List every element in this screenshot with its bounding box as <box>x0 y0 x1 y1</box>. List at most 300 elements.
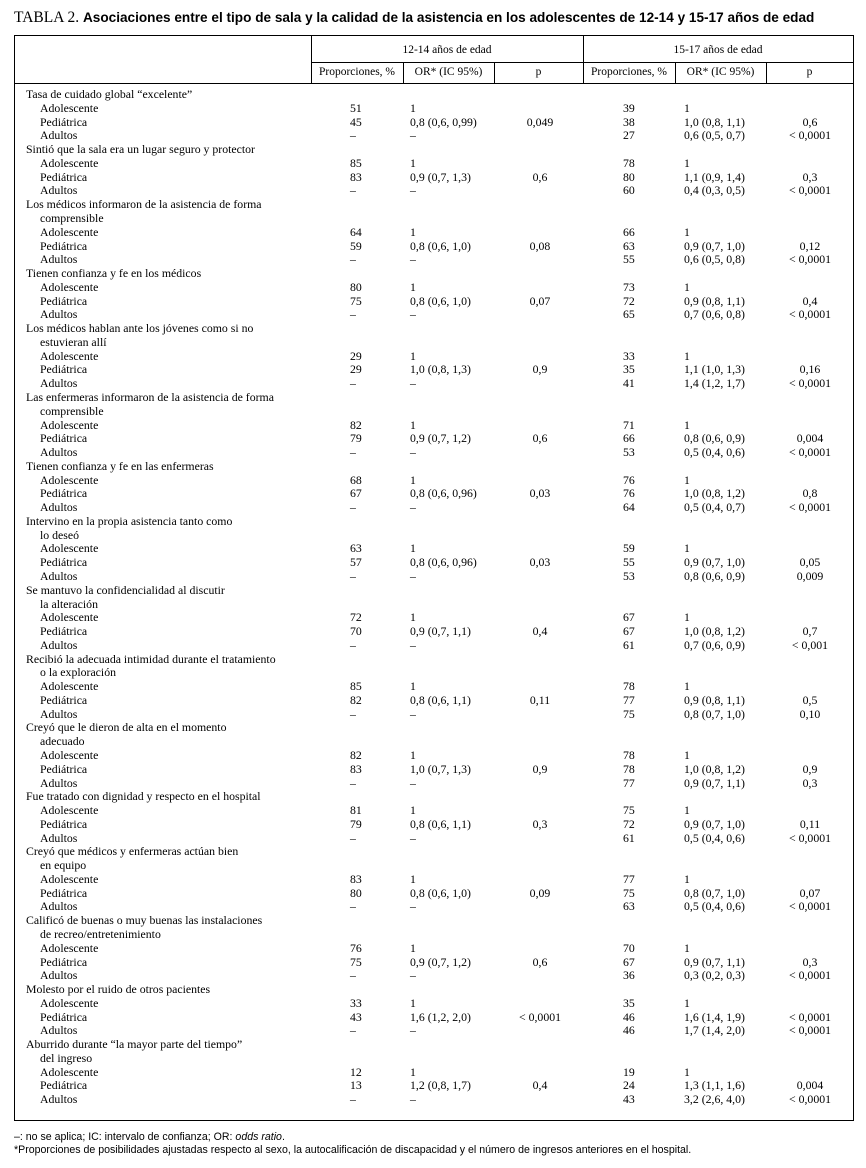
p-value-15-17-cell: < 0,0001 <box>788 899 832 914</box>
section-label: comprensible <box>40 403 104 418</box>
p-value-15-17-cell: 0,8 <box>802 486 818 501</box>
or-ci-12-14-cell: 0,9 (0,7, 1,2) <box>410 431 471 446</box>
or-ci-12-14-cell: 1 <box>410 224 416 239</box>
footnote-abbr-end: . <box>281 1131 285 1143</box>
proportion-15-17-cell: 75 <box>623 885 635 900</box>
or-ci-12-14-cell: 1 <box>410 279 416 294</box>
or-ci-15-17-cell: 3,2 (2,6, 4,0) <box>684 1092 745 1107</box>
p-value-15-17-cell: < 0,0001 <box>788 500 832 515</box>
p-value-15-17-cell: 0,5 <box>802 692 818 707</box>
proportion-15-17-cell: 19 <box>623 1064 635 1079</box>
proportion-12-14-cell: – <box>350 376 356 391</box>
row-label: Pediátrica <box>40 1078 88 1093</box>
row-label: Adultos <box>40 637 78 652</box>
or-ci-15-17-cell: 1,0 (0,8, 1,1) <box>684 114 745 129</box>
proportion-15-17-cell: 38 <box>623 114 635 129</box>
row-label: Adolescente <box>40 417 99 432</box>
proportion-12-14-cell: 72 <box>350 610 362 625</box>
p-value-15-17-cell: 0,3 <box>802 775 818 790</box>
row-label: Adolescente <box>40 679 99 694</box>
row-label: Pediátrica <box>40 885 88 900</box>
p-value-15-17-cell: < 0,0001 <box>788 445 832 459</box>
or-ci-12-14-cell: 0,8 (0,6, 0,96) <box>410 486 477 501</box>
proportion-15-17-cell: 67 <box>623 954 635 969</box>
or-ci-12-14-cell: – <box>410 445 416 459</box>
or-ci-15-17-cell: 1,0 (0,8, 1,2) <box>684 486 745 501</box>
p-value-15-17-cell: < 0,0001 <box>788 1023 832 1038</box>
section-label: o la exploración <box>40 665 116 680</box>
proportion-12-14-cell: 51 <box>350 100 362 115</box>
row-label: Pediátrica <box>40 114 88 129</box>
proportion-12-14-cell: 79 <box>350 431 362 446</box>
or-ci-12-14-cell: – <box>410 307 416 322</box>
proportion-15-17-cell: 53 <box>623 445 635 459</box>
p-value-15-17-cell: < 0,0001 <box>788 968 832 983</box>
proportion-15-17-cell: 78 <box>623 155 635 170</box>
section-label: Sintió que la sala era un lugar seguro y protector <box>26 142 255 157</box>
or-ci-15-17-cell: 0,5 (0,4, 0,6) <box>684 899 745 914</box>
section-label: Las enfermeras informaron de la asistencia de forma <box>26 389 274 404</box>
proportion-15-17-cell: 77 <box>623 775 635 790</box>
or-ci-15-17-cell: 1 <box>684 100 690 115</box>
p-value-15-17-cell: < 0,0001 <box>788 376 832 391</box>
or-ci-12-14-cell: – <box>410 252 416 267</box>
proportion-15-17-cell: 66 <box>623 431 635 446</box>
section-label: Fue tratado con dignidad y respecto en el hospital <box>26 789 261 804</box>
or-ci-15-17-cell: 1 <box>684 155 690 170</box>
p-value-12-14-cell: 0,3 <box>532 816 548 831</box>
proportion-12-14-cell: – <box>350 899 356 914</box>
p-value-15-17-cell: 0,10 <box>799 706 821 721</box>
row-label: Adolescente <box>40 610 99 625</box>
p-value-12-14-cell: < 0,0001 <box>518 1009 562 1024</box>
proportion-15-17-cell: 27 <box>623 128 635 143</box>
or-ci-15-17-cell: 0,4 (0,3, 0,5) <box>684 183 745 198</box>
proportion-12-14-cell: 75 <box>350 293 362 308</box>
proportion-15-17-cell: 63 <box>623 238 635 253</box>
proportion-12-14-cell: 75 <box>350 954 362 969</box>
or-ci-12-14-cell: 0,9 (0,7, 1,3) <box>410 169 471 184</box>
or-ci-12-14-cell: 0,8 (0,6, 0,99) <box>410 114 477 129</box>
or-ci-15-17-cell: 1 <box>684 940 690 955</box>
footnote-abbreviations <box>14 1131 285 1143</box>
p-value-15-17-cell: 0,004 <box>796 431 824 446</box>
section-label: Se mantuvo la confidencialidad al discutir <box>26 582 225 597</box>
proportion-12-14-cell: 57 <box>350 555 362 570</box>
proportion-12-14-cell: 82 <box>350 417 362 432</box>
proportion-12-14-cell: 63 <box>350 541 362 556</box>
p-value-12-14-cell: 0,11 <box>529 692 551 707</box>
p-value-12-14-cell: 0,6 <box>532 431 548 446</box>
section-label: lo deseó <box>40 527 79 542</box>
p-value-15-17-cell: 0,12 <box>799 238 821 253</box>
row-label: Adultos <box>40 1092 78 1107</box>
proportion-15-17-cell: 78 <box>623 679 635 694</box>
group-header-underline-1 <box>311 62 583 63</box>
row-label: Pediátrica <box>40 486 88 501</box>
col-header-or-2: OR* (IC 95%) <box>686 66 755 78</box>
row-label: Pediátrica <box>40 362 88 377</box>
row-label: Adultos <box>40 899 78 914</box>
or-ci-12-14-cell: 1 <box>410 100 416 115</box>
col-header-proportions-1: Proporciones, % <box>318 66 395 78</box>
proportion-12-14-cell: – <box>350 830 356 845</box>
row-label: Adolescente <box>40 995 99 1010</box>
or-ci-15-17-cell: 0,6 (0,5, 0,8) <box>684 252 745 267</box>
proportion-12-14-cell: – <box>350 568 356 583</box>
proportion-15-17-cell: 33 <box>623 348 635 363</box>
or-ci-15-17-cell: 0,3 (0,2, 0,3) <box>684 968 745 983</box>
or-ci-15-17-cell: 1 <box>684 679 690 694</box>
or-ci-15-17-cell: 1 <box>684 871 690 886</box>
section-label: del ingreso <box>40 1050 93 1065</box>
proportion-12-14-cell: 43 <box>350 1009 362 1024</box>
or-ci-15-17-cell: 0,9 (0,7, 1,0) <box>684 238 745 253</box>
p-value-15-17-cell: 0,9 <box>802 761 818 776</box>
section-label: Tienen confianza y fe en las enfermeras <box>26 458 214 473</box>
or-ci-15-17-cell: 1 <box>684 1064 690 1079</box>
proportion-15-17-cell: 72 <box>623 816 635 831</box>
or-ci-12-14-cell: 1 <box>410 940 416 955</box>
proportion-12-14-cell: 70 <box>350 624 362 638</box>
or-ci-12-14-cell: – <box>410 968 416 983</box>
proportion-15-17-cell: 53 <box>623 568 635 583</box>
p-value-12-14-cell: 0,049 <box>526 114 554 129</box>
row-label: Pediátrica <box>40 293 88 308</box>
proportion-12-14-cell: 80 <box>350 279 362 294</box>
proportion-12-14-cell: 33 <box>350 995 362 1010</box>
row-label: Adolescente <box>40 541 99 556</box>
row-label: Adolescente <box>40 472 99 487</box>
section-label: Recibió la adecuada intimidad durante el tratamiento <box>26 651 276 666</box>
proportion-12-14-cell: 83 <box>350 871 362 886</box>
row-label: Adolescente <box>40 279 99 294</box>
proportion-12-14-cell: – <box>350 1092 356 1107</box>
p-value-15-17-cell: 0,3 <box>802 954 818 969</box>
or-ci-12-14-cell: – <box>410 637 416 652</box>
proportion-12-14-cell: 85 <box>350 155 362 170</box>
row-label: Adolescente <box>40 348 99 363</box>
group-header-underline-2 <box>583 62 853 63</box>
footnote-adjustment: *Proporciones de posibilidades ajustadas respecto al sexo, la autocalificación de discapacidad y el número de ingresos anteriores en el hospital. <box>14 1144 692 1156</box>
or-ci-12-14-cell: 1 <box>410 803 416 817</box>
or-ci-15-17-cell: 1 <box>684 803 690 817</box>
row-label: Adolescente <box>40 1064 99 1079</box>
proportion-15-17-cell: 77 <box>623 692 635 707</box>
row-label: Pediátrica <box>40 555 88 570</box>
row-label: Adolescente <box>40 224 99 239</box>
or-ci-12-14-cell: 0,8 (0,6, 1,1) <box>410 816 471 831</box>
or-ci-12-14-cell: – <box>410 830 416 845</box>
or-ci-12-14-cell: – <box>410 1092 416 1107</box>
or-ci-12-14-cell: 1 <box>410 748 416 762</box>
section-label: Calificó de buenas o muy buenas las instalaciones <box>26 913 263 928</box>
p-value-12-14-cell: 0,03 <box>529 486 551 501</box>
proportion-15-17-cell: 24 <box>623 1078 635 1093</box>
table-caption: Asociaciones entre el tipo de sala y la calidad de la asistencia en los adolescentes de 12-14 y 15-17 años de edad <box>82 10 815 25</box>
or-ci-12-14-cell: 1,0 (0,7, 1,3) <box>410 761 471 776</box>
section-label: Aburrido durante “la mayor parte del tiempo” <box>26 1037 243 1052</box>
p-value-15-17-cell: < 0,0001 <box>788 307 832 322</box>
or-ci-15-17-cell: 0,5 (0,4, 0,6) <box>684 445 745 459</box>
row-label: Pediátrica <box>40 816 88 831</box>
p-value-15-17-cell: 0,05 <box>799 555 821 570</box>
or-ci-12-14-cell: 0,8 (0,6, 1,1) <box>410 692 471 707</box>
or-ci-12-14-cell: – <box>410 128 416 143</box>
or-ci-15-17-cell: 1 <box>684 748 690 762</box>
section-label: Molesto por el ruido de otros pacientes <box>26 982 211 996</box>
row-label: Adultos <box>40 307 78 322</box>
proportion-15-17-cell: 61 <box>623 830 635 845</box>
section-label: Creyó que le dieron de alta en el momento <box>26 720 227 735</box>
proportion-12-14-cell: – <box>350 706 356 721</box>
col-header-p-2: p <box>806 66 813 78</box>
or-ci-12-14-cell: 1,0 (0,8, 1,3) <box>410 362 471 377</box>
or-ci-12-14-cell: 1 <box>410 995 416 1010</box>
proportion-15-17-cell: 46 <box>623 1009 635 1024</box>
p-value-15-17-cell: < 0,0001 <box>788 128 832 143</box>
p-value-12-14-cell: 0,4 <box>532 1078 548 1093</box>
row-label: Adultos <box>40 568 78 583</box>
row-label: Pediátrica <box>40 1009 88 1024</box>
proportion-12-14-cell: 29 <box>350 348 362 363</box>
proportion-15-17-cell: 60 <box>623 183 635 198</box>
proportion-15-17-cell: 35 <box>623 362 635 377</box>
proportion-15-17-cell: 78 <box>623 748 635 762</box>
p-value-15-17-cell: 0,3 <box>802 169 818 184</box>
or-ci-12-14-cell: 1 <box>410 541 416 556</box>
or-ci-15-17-cell: 1 <box>684 348 690 363</box>
proportion-12-14-cell: 79 <box>350 816 362 831</box>
footnote-abbr-italic: odds ratio <box>235 1131 282 1143</box>
or-ci-12-14-cell: 0,9 (0,7, 1,2) <box>410 954 471 969</box>
p-value-12-14-cell: 0,9 <box>532 761 548 776</box>
row-label: Adolescente <box>40 100 99 115</box>
or-ci-12-14-cell: 1 <box>410 679 416 694</box>
or-ci-15-17-cell: 1,4 (1,2, 1,7) <box>684 376 745 391</box>
or-ci-15-17-cell: 0,9 (0,7, 1,1) <box>684 775 745 790</box>
or-ci-15-17-cell: 1,0 (0,8, 1,2) <box>684 624 745 638</box>
proportion-15-17-cell: 66 <box>623 224 635 239</box>
proportion-15-17-cell: 64 <box>623 500 635 515</box>
proportion-12-14-cell: 85 <box>350 679 362 694</box>
group-header-12-14: 12-14 años de edad <box>402 44 492 56</box>
proportion-12-14-cell: 68 <box>350 472 362 487</box>
p-value-15-17-cell: 0,11 <box>799 816 821 831</box>
section-label: comprensible <box>40 210 104 225</box>
row-label: Adultos <box>40 252 78 267</box>
or-ci-15-17-cell: 0,9 (0,7, 1,0) <box>684 555 745 570</box>
section-label: Los médicos informaron de la asistencia de forma <box>26 197 262 212</box>
p-value-12-14-cell: 0,08 <box>529 238 551 253</box>
or-ci-12-14-cell: – <box>410 899 416 914</box>
row-label: Pediátrica <box>40 169 88 184</box>
or-ci-12-14-cell: – <box>410 706 416 721</box>
or-ci-15-17-cell: 0,5 (0,4, 0,7) <box>684 500 745 515</box>
section-label: de recreo/entretenimiento <box>40 927 161 941</box>
row-label: Adultos <box>40 968 78 983</box>
row-label: Adultos <box>40 183 78 198</box>
proportion-15-17-cell: 41 <box>623 376 635 391</box>
or-ci-12-14-cell: – <box>410 1023 416 1038</box>
proportion-12-14-cell: 83 <box>350 169 362 184</box>
or-ci-12-14-cell: – <box>410 568 416 583</box>
p-value-15-17-cell: 0,009 <box>796 568 824 583</box>
or-ci-12-14-cell: 0,8 (0,6, 1,0) <box>410 885 471 900</box>
proportion-15-17-cell: 76 <box>623 486 635 501</box>
p-value-15-17-cell: < 0,001 <box>791 637 829 652</box>
proportion-12-14-cell: 12 <box>350 1064 362 1079</box>
or-ci-15-17-cell: 1,3 (1,1, 1,6) <box>684 1078 745 1093</box>
proportion-12-14-cell: – <box>350 128 356 143</box>
or-ci-15-17-cell: 0,9 (0,7, 1,0) <box>684 816 745 831</box>
col-header-or-1: OR* (IC 95%) <box>414 66 483 78</box>
row-label: Adultos <box>40 830 78 845</box>
section-label: la alteración <box>40 596 98 611</box>
proportion-12-14-cell: – <box>350 252 356 267</box>
row-label: Adultos <box>40 775 78 790</box>
proportion-15-17-cell: 73 <box>623 279 635 294</box>
proportion-12-14-cell: 59 <box>350 238 362 253</box>
group-header-15-17: 15-17 años de edad <box>673 44 763 56</box>
proportion-12-14-cell: – <box>350 307 356 322</box>
proportion-15-17-cell: 46 <box>623 1023 635 1038</box>
col-header-p-1: p <box>535 66 542 78</box>
or-ci-12-14-cell: 1 <box>410 472 416 487</box>
row-label: Adultos <box>40 706 78 721</box>
p-value-12-14-cell: 0,09 <box>529 885 551 900</box>
row-label: Adolescente <box>40 748 99 762</box>
proportion-15-17-cell: 80 <box>623 169 635 184</box>
proportion-12-14-cell: – <box>350 445 356 459</box>
or-ci-15-17-cell: 1,1 (1,0, 1,3) <box>684 362 745 377</box>
row-label: Adultos <box>40 500 78 515</box>
or-ci-15-17-cell: 0,8 (0,7, 1,0) <box>684 885 745 900</box>
or-ci-12-14-cell: – <box>410 500 416 515</box>
or-ci-12-14-cell: 0,8 (0,6, 1,0) <box>410 293 471 308</box>
proportion-12-14-cell: – <box>350 183 356 198</box>
or-ci-12-14-cell: 1 <box>410 871 416 886</box>
section-label: en equipo <box>40 858 87 873</box>
proportion-15-17-cell: 67 <box>623 624 635 638</box>
proportion-12-14-cell: 82 <box>350 748 362 762</box>
proportion-15-17-cell: 70 <box>623 940 635 955</box>
or-ci-15-17-cell: 0,8 (0,7, 1,0) <box>684 706 745 721</box>
or-ci-12-14-cell: 1,2 (0,8, 1,7) <box>410 1078 471 1093</box>
row-label: Pediátrica <box>40 761 88 776</box>
proportion-15-17-cell: 36 <box>623 968 635 983</box>
or-ci-12-14-cell: 1 <box>410 610 416 625</box>
proportion-12-14-cell: 13 <box>350 1078 362 1093</box>
or-ci-12-14-cell: 1,6 (1,2, 2,0) <box>410 1009 471 1024</box>
section-label: Tasa de cuidado global “excelente” <box>26 87 193 101</box>
or-ci-15-17-cell: 0,9 (0,7, 1,1) <box>684 954 745 969</box>
p-value-12-14-cell: 0,6 <box>532 169 548 184</box>
col-header-proportions-2: Proporciones, % <box>590 66 667 78</box>
or-ci-15-17-cell: 1 <box>684 610 690 625</box>
p-value-15-17-cell: 0,7 <box>802 624 818 638</box>
row-label: Adultos <box>40 128 78 143</box>
or-ci-15-17-cell: 1 <box>684 417 690 432</box>
row-label: Pediátrica <box>40 431 88 446</box>
proportion-15-17-cell: 78 <box>623 761 635 776</box>
p-value-15-17-cell: 0,4 <box>802 293 818 308</box>
section-label: estuvieran allí <box>40 334 107 349</box>
or-ci-12-14-cell: – <box>410 183 416 198</box>
proportion-12-14-cell: 82 <box>350 692 362 707</box>
row-label: Adultos <box>40 376 78 391</box>
proportion-12-14-cell: 81 <box>350 803 362 817</box>
section-label: Intervino en la propia asistencia tanto como <box>26 513 233 528</box>
proportion-15-17-cell: 35 <box>623 995 635 1010</box>
proportion-15-17-cell: 43 <box>623 1092 635 1107</box>
proportion-12-14-cell: – <box>350 775 356 790</box>
proportion-15-17-cell: 76 <box>623 472 635 487</box>
row-label: Adultos <box>40 1023 78 1038</box>
proportion-15-17-cell: 59 <box>623 541 635 556</box>
or-ci-15-17-cell: 0,7 (0,6, 0,9) <box>684 637 745 652</box>
or-ci-15-17-cell: 0,7 (0,6, 0,8) <box>684 307 745 322</box>
or-ci-12-14-cell: 1 <box>410 417 416 432</box>
proportion-15-17-cell: 39 <box>623 100 635 115</box>
proportion-12-14-cell: – <box>350 968 356 983</box>
or-ci-15-17-cell: 1 <box>684 472 690 487</box>
proportion-12-14-cell: 83 <box>350 761 362 776</box>
p-value-15-17-cell: 0,004 <box>796 1078 824 1093</box>
section-label: Creyó que médicos y enfermeras actúan bien <box>26 844 239 859</box>
proportion-15-17-cell: 61 <box>623 637 635 652</box>
p-value-15-17-cell: 0,16 <box>799 362 821 377</box>
or-ci-12-14-cell: 0,9 (0,7, 1,1) <box>410 624 471 638</box>
or-ci-15-17-cell: 0,8 (0,6, 0,9) <box>684 568 745 583</box>
p-value-15-17-cell: < 0,0001 <box>788 1092 832 1107</box>
proportion-12-14-cell: – <box>350 1023 356 1038</box>
p-value-12-14-cell: 0,6 <box>532 954 548 969</box>
proportion-15-17-cell: 72 <box>623 293 635 308</box>
or-ci-12-14-cell: 1 <box>410 348 416 363</box>
proportion-15-17-cell: 71 <box>623 417 635 432</box>
proportion-12-14-cell: 29 <box>350 362 362 377</box>
proportion-12-14-cell: – <box>350 500 356 515</box>
or-ci-15-17-cell: 1 <box>684 995 690 1010</box>
or-ci-15-17-cell: 0,5 (0,4, 0,6) <box>684 830 745 845</box>
table-title <box>14 9 814 27</box>
row-label: Adolescente <box>40 940 99 955</box>
row-label: Pediátrica <box>40 238 88 253</box>
proportion-12-14-cell: 45 <box>350 114 362 129</box>
p-value-12-14-cell: 0,07 <box>529 293 551 308</box>
p-value-12-14-cell: 0,9 <box>532 362 548 377</box>
row-label: Adolescente <box>40 155 99 170</box>
or-ci-12-14-cell: 1 <box>410 1064 416 1079</box>
p-value-15-17-cell: < 0,0001 <box>788 1009 832 1024</box>
row-label: Pediátrica <box>40 954 88 969</box>
proportion-15-17-cell: 55 <box>623 555 635 570</box>
proportion-12-14-cell: 80 <box>350 885 362 900</box>
proportion-15-17-cell: 75 <box>623 706 635 721</box>
proportion-15-17-cell: 65 <box>623 307 635 322</box>
or-ci-12-14-cell: 1 <box>410 155 416 170</box>
or-ci-15-17-cell: 1,1 (0,9, 1,4) <box>684 169 745 184</box>
or-ci-12-14-cell: – <box>410 775 416 790</box>
or-ci-12-14-cell: 0,8 (0,6, 1,0) <box>410 238 471 253</box>
proportion-15-17-cell: 67 <box>623 610 635 625</box>
row-label: Pediátrica <box>40 624 88 638</box>
row-label: Pediátrica <box>40 692 88 707</box>
or-ci-12-14-cell: 0,8 (0,6, 0,96) <box>410 555 477 570</box>
row-label: Adolescente <box>40 871 99 886</box>
section-label: adecuado <box>40 734 85 749</box>
